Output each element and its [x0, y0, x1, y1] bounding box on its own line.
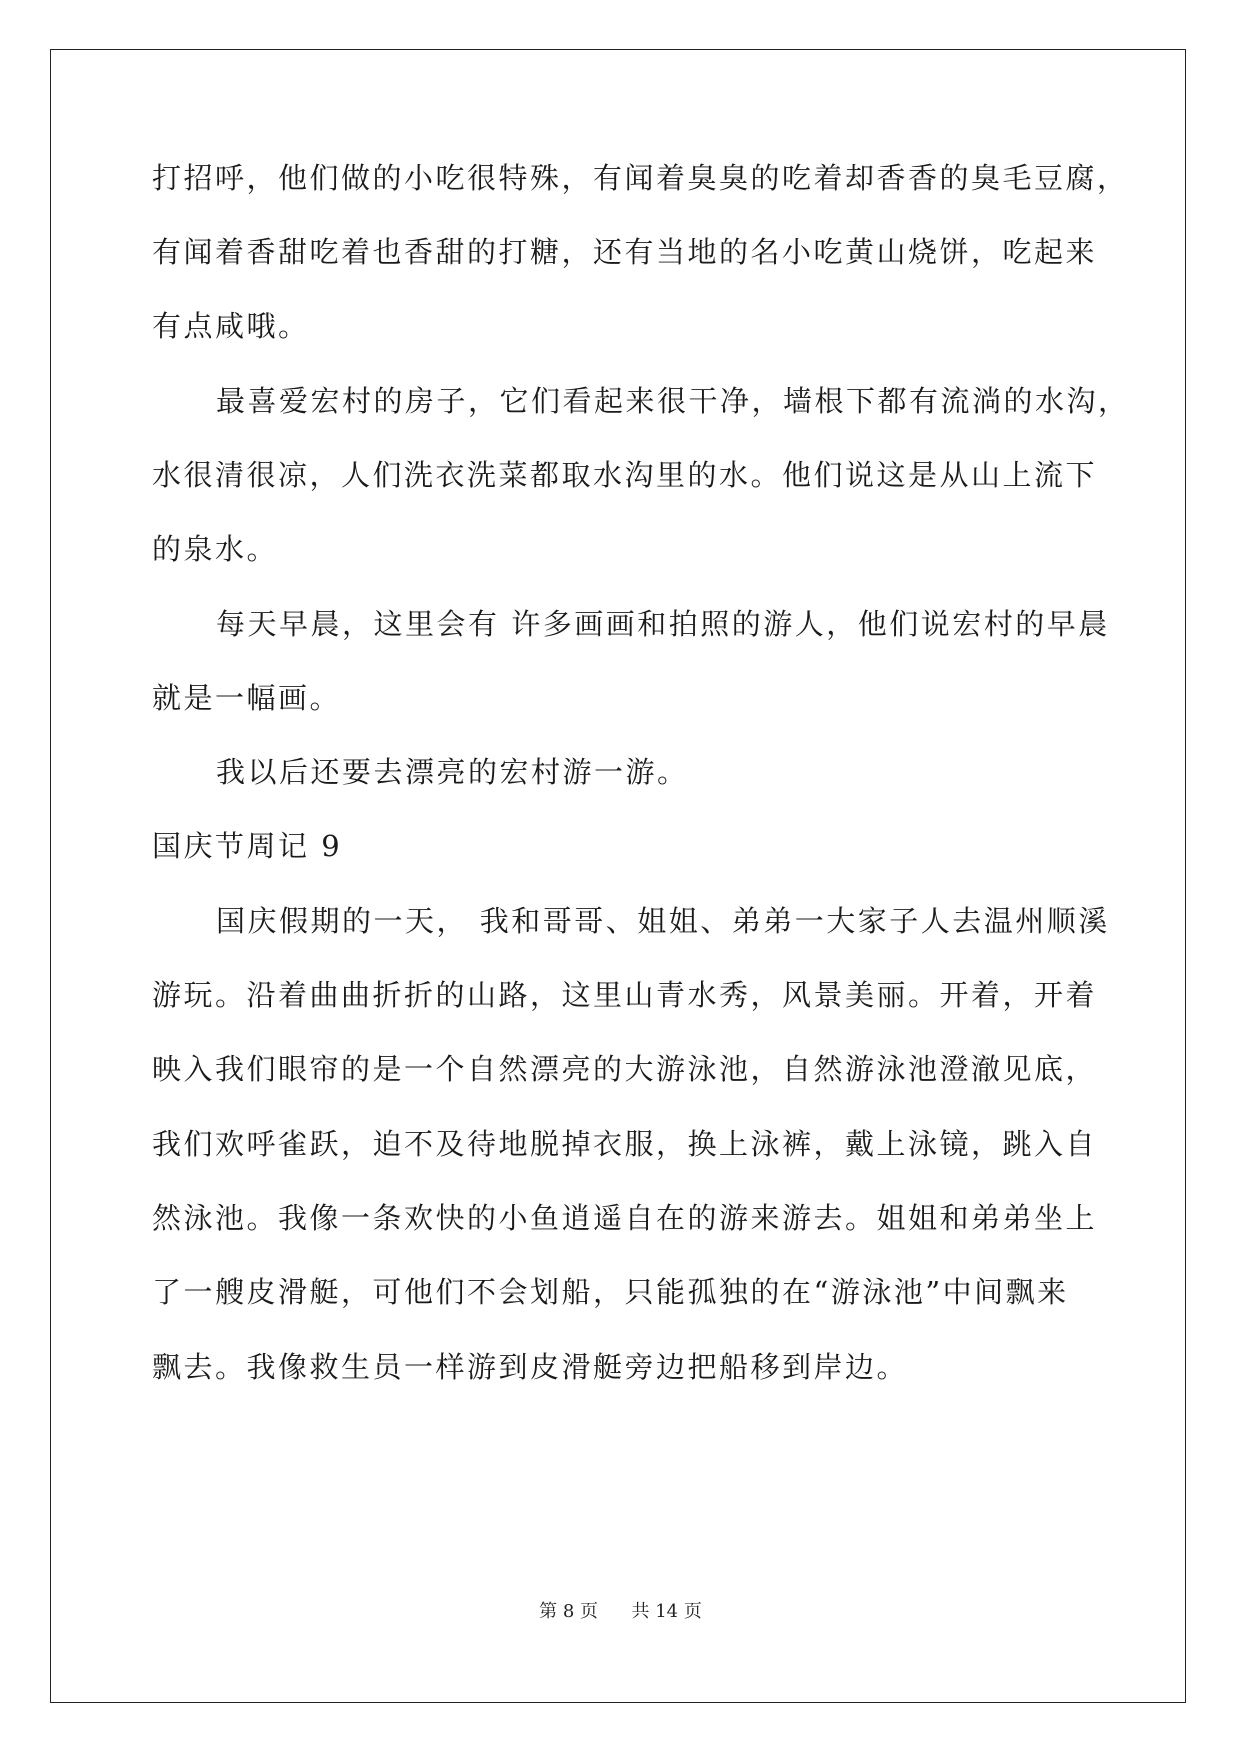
- paragraph-line: 游玩。沿着曲曲折折的山路，这里山青水秀，风景美丽。开着，开着: [152, 978, 1098, 1012]
- section-heading: 国庆节周记 9: [152, 829, 343, 863]
- page-border: [50, 49, 1186, 1703]
- paragraph-line: 打招呼，他们做的小吃很特殊，有闻着臭臭的吃着却香香的臭毛豆腐，: [152, 161, 1129, 195]
- paragraph-line: 就是一幅画。: [152, 681, 342, 715]
- paragraph-line: 国庆假期的一天， 我和哥哥、姐姐、弟弟一大家子人去温州顺溪: [216, 904, 1110, 938]
- paragraph-line: 飘去。我像救生员一样游到皮滑艇旁边把船移到岸边。: [152, 1350, 909, 1384]
- paragraph-line: 水很清很凉，人们洗衣洗菜都取水沟里的水。他们说这是从山上流下: [152, 458, 1098, 492]
- paragraph-line: 映入我们眼帘的是一个自然漂亮的大游泳池，自然游泳池澄澈见底，: [152, 1052, 1098, 1086]
- paragraph-line: 的泉水。: [152, 532, 279, 566]
- paragraph-line: 我们欢呼雀跃，迫不及待地脱掉衣服，换上泳裤，戴上泳镜，跳入自: [152, 1127, 1098, 1161]
- paragraph-line: 最喜爱宏村的房子，它们看起来很干净，墙根下都有流淌的水沟，: [216, 384, 1130, 418]
- paragraph-line: 我以后还要去漂亮的宏村游一游。: [216, 755, 689, 789]
- paragraph-line: 然泳池。我像一条欢快的小鱼逍遥自在的游来游去。姐姐和弟弟坐上: [152, 1201, 1098, 1235]
- paragraph-line: 每天早晨，这里会有 许多画画和拍照的游人，他们说宏村的早晨: [216, 607, 1110, 641]
- page-number: 第 8 页: [539, 1601, 599, 1622]
- page-footer: [0, 1600, 1241, 1624]
- page-total: 共 14 页: [631, 1601, 702, 1622]
- paragraph-line: 了一艘皮滑艇，可他们不会划船，只能孤独的在“游泳池”中间飘来: [152, 1275, 1069, 1309]
- paragraph-line: 有闻着香甜吃着也香甜的打糖，还有当地的名小吃黄山烧饼，吃起来: [152, 235, 1098, 269]
- paragraph-line: 有点咸哦。: [152, 309, 310, 343]
